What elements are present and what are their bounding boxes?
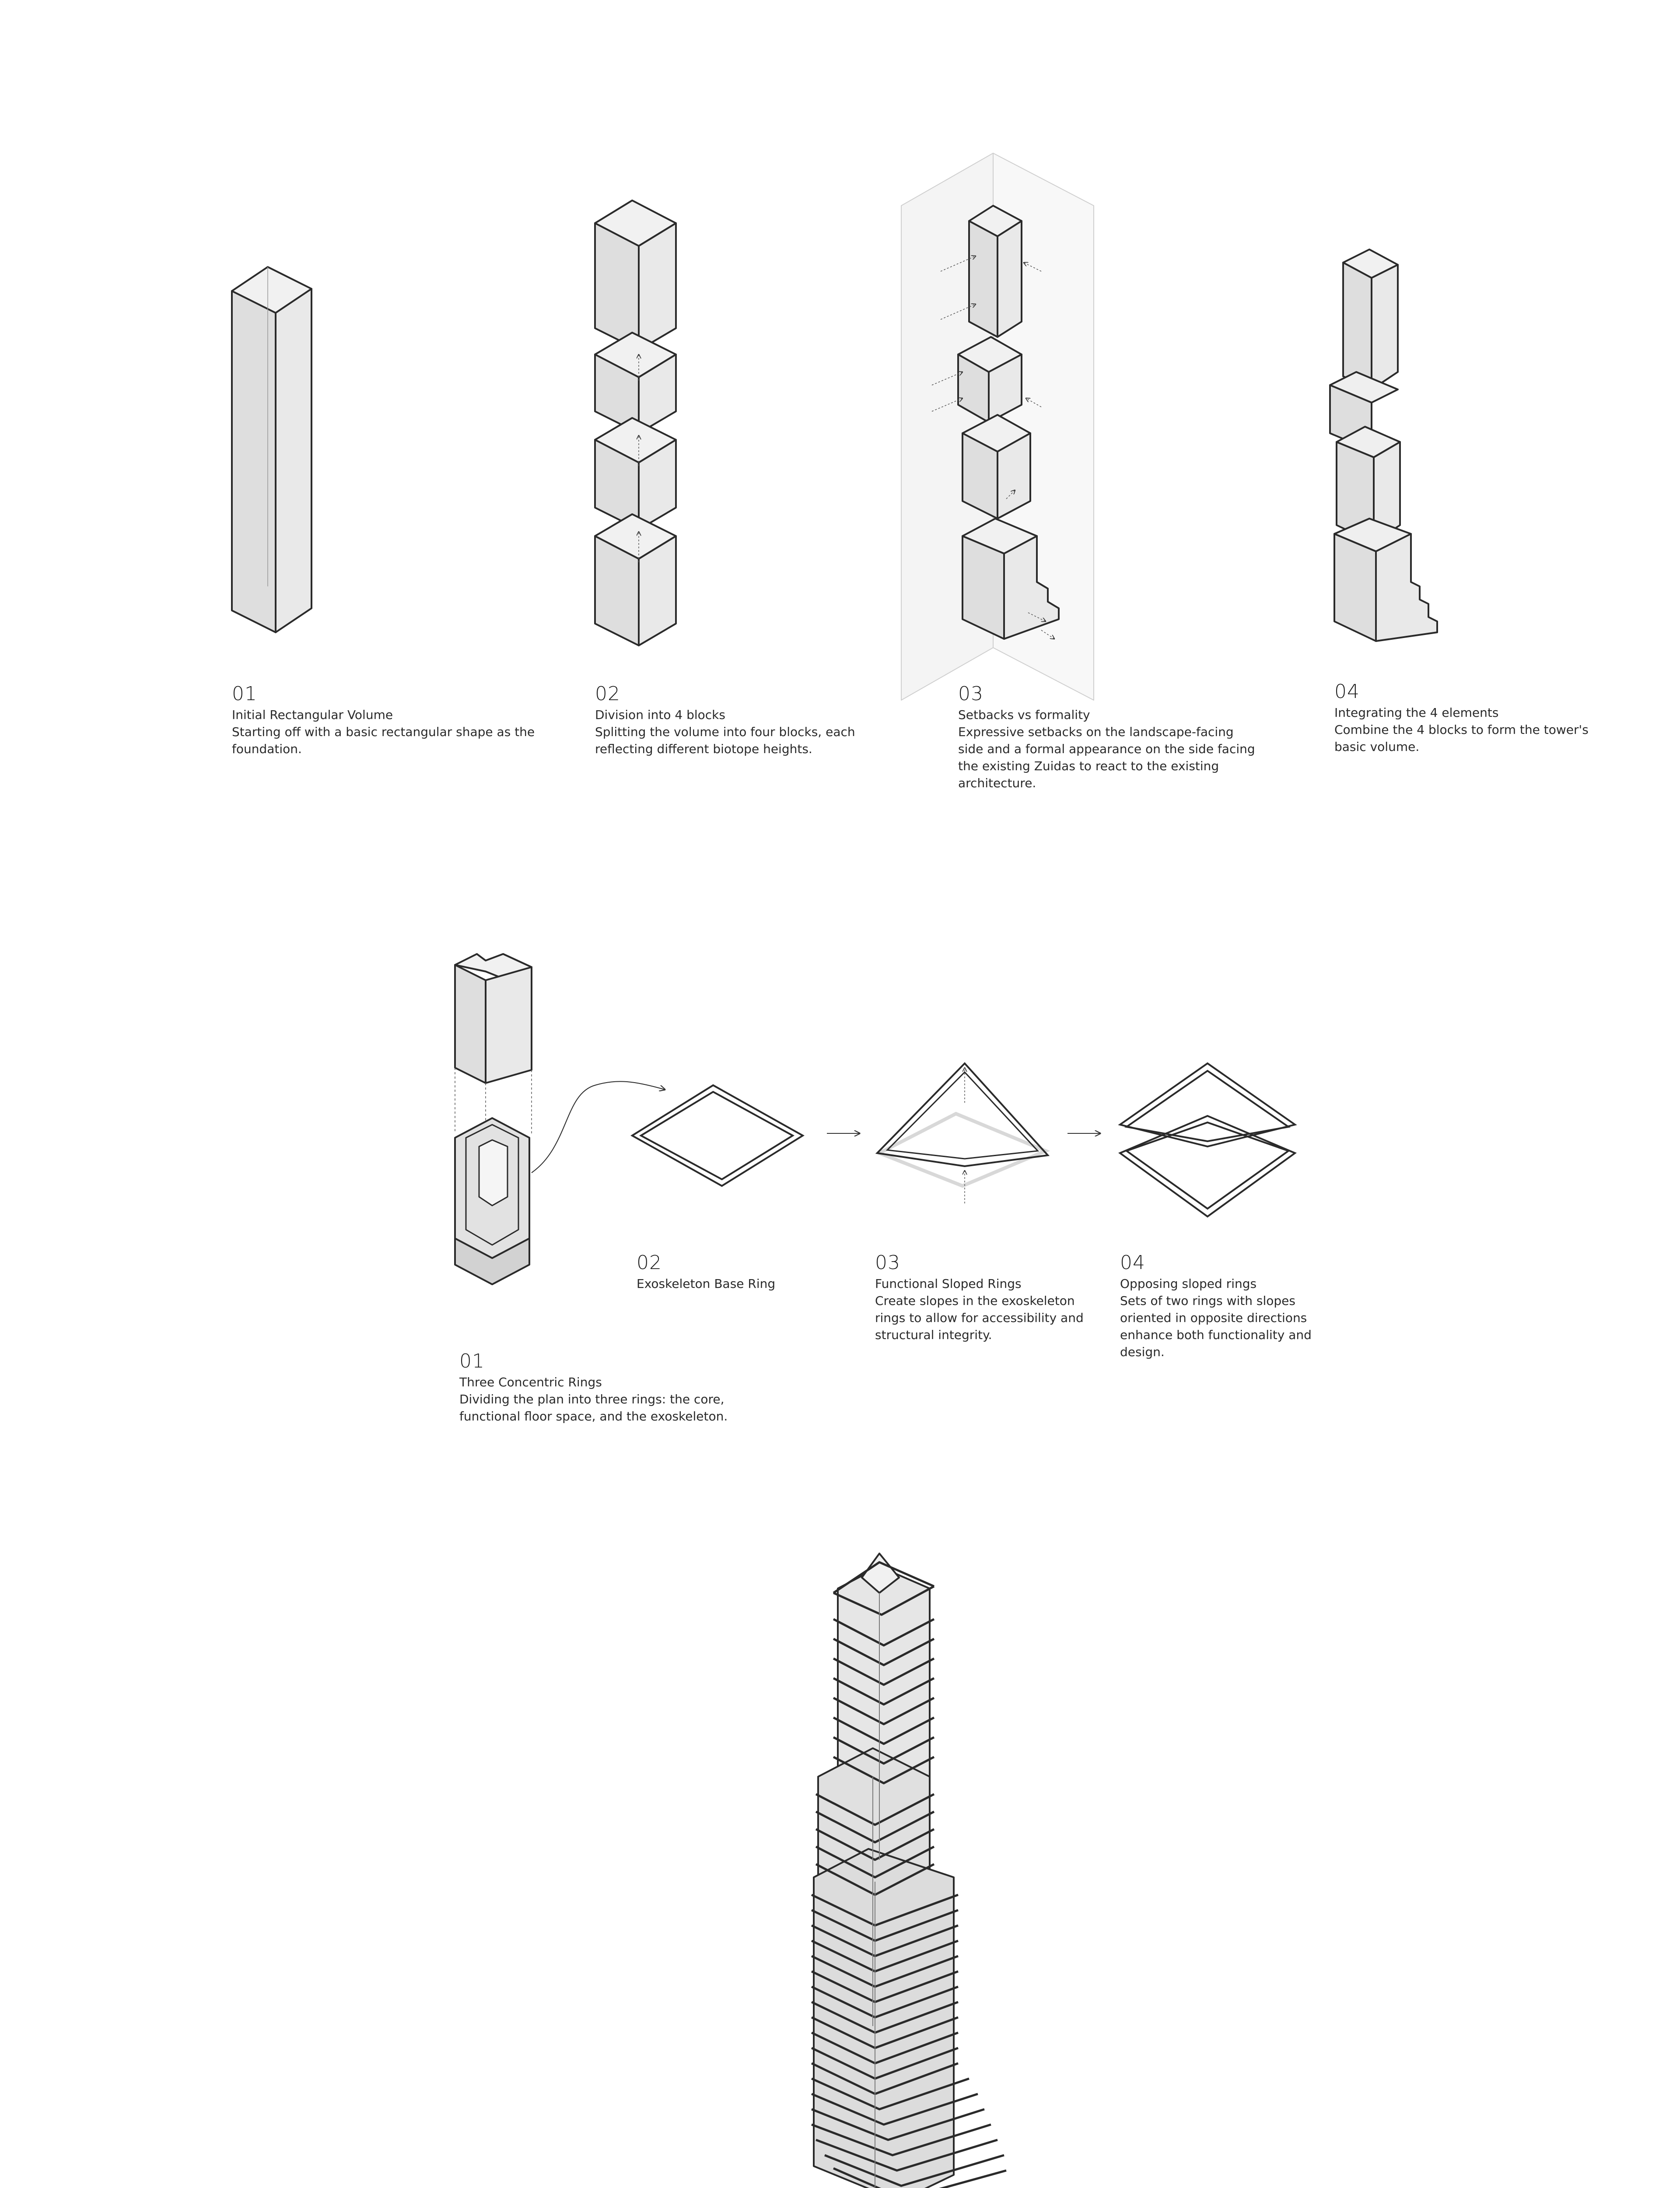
- step-description: Sets of two rings with slopes oriented in opposite directions enhance both functionality and design.: [1120, 1294, 1312, 1359]
- step-number: 04: [1120, 1252, 1145, 1274]
- step-title: Opposing sloped rings: [1120, 1276, 1257, 1291]
- step-description: Starting off with a basic rectangular shape as the foundation.: [232, 725, 535, 756]
- step-description: Create slopes in the exoskeleton rings to allow for accessibility and structural integrity.: [875, 1294, 1084, 1342]
- step3-setbacks: [901, 153, 1094, 700]
- rings-step1: [455, 954, 665, 1284]
- ring-step4-caption: [1120, 1252, 1330, 1360]
- step4-integrated: [1330, 249, 1437, 641]
- step-number: 04: [1334, 680, 1360, 703]
- rings-step2: [632, 1085, 803, 1186]
- step-title: Exoskeleton Base Ring: [637, 1276, 776, 1291]
- rings-step3: [877, 1063, 1048, 1203]
- step-number: 03: [958, 683, 984, 705]
- step-title: Initial Rectangular Volume: [232, 708, 393, 722]
- step3-caption: [958, 683, 1256, 792]
- step-description: Splitting the volume into four blocks, each reflecting different biotope heights.: [595, 725, 855, 756]
- ring-step3-caption: [875, 1252, 1102, 1343]
- step2-blocks: [595, 200, 676, 645]
- step-number: 01: [232, 683, 257, 705]
- step-title: Integrating the 4 elements: [1334, 705, 1499, 720]
- step-description: Dividing the plan into three rings: the core, functional floor space, and the exoskeleton.: [459, 1392, 728, 1424]
- step-description: Combine the 4 blocks to form the tower's basic volume.: [1334, 722, 1589, 754]
- step-description: Expressive setbacks on the landscape-facing side and a formal appearance on the side facing the existing Zuidas to react to the existing architecture.: [958, 725, 1255, 790]
- ring-step1-caption: [459, 1350, 757, 1425]
- step-title: Setbacks vs formality: [958, 708, 1090, 722]
- step1-volume: [232, 267, 312, 632]
- step4-caption: [1334, 680, 1614, 755]
- rings-step4: [1120, 1063, 1295, 1217]
- step2-caption: [595, 683, 901, 757]
- step-title: Functional Sloped Rings: [875, 1276, 1022, 1291]
- step-number: 01: [459, 1350, 485, 1372]
- final-tower: [812, 1553, 1006, 2188]
- step-number: 02: [595, 683, 620, 705]
- step-title: Three Concentric Rings: [459, 1375, 602, 1389]
- step-number: 03: [875, 1252, 900, 1274]
- step1-caption: [232, 683, 538, 757]
- step-number: 02: [637, 1252, 662, 1274]
- ring-step2-caption: [637, 1252, 855, 1292]
- step-title: Division into 4 blocks: [595, 708, 725, 722]
